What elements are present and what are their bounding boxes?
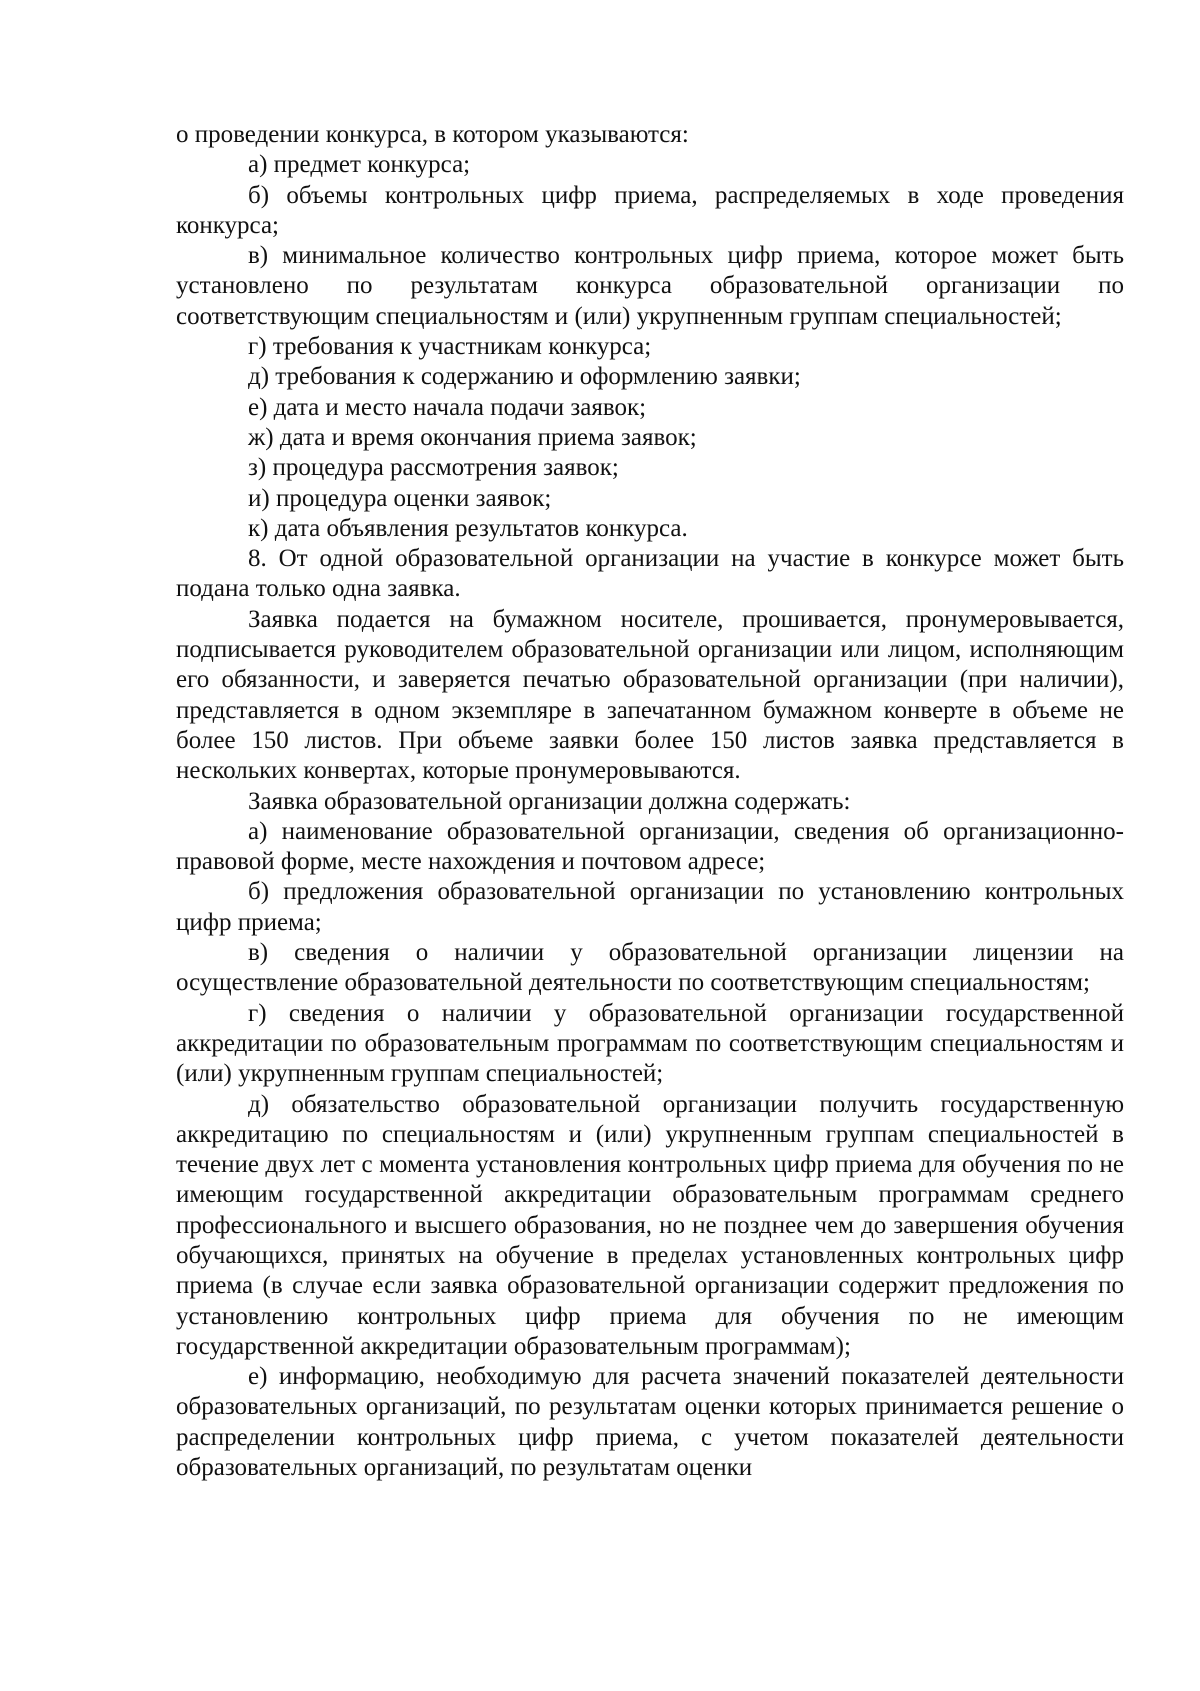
- list-item-i: и) процедура оценки заявок;: [248, 484, 552, 512]
- list-item-k: к) дата объявления результатов конкурса.: [248, 514, 688, 542]
- contents-item-g: г) сведения о наличии у образовательной организации государственной аккредитации по образовательным программам по соответствующим специальностям и (или) укрупненным группам специальностей;: [176, 999, 1124, 1088]
- paragraph-application-contents: Заявка образовательной организации должна содержать:: [248, 787, 851, 815]
- paragraph-intro: о проведении конкурса, в котором указываются:: [176, 121, 689, 148]
- list-item-v: в) минимальное количество контрольных цифр приема, которое может быть установлено по результатам конкурса образовательной организации по соответствующим специальностям и (или) укрупненным группам специальностей;: [176, 242, 1124, 330]
- list-item-b: б) объемы контрольных цифр приема, распределяемых в ходе проведения конкурса;: [176, 181, 1124, 239]
- paragraph-8: 8. От одной образовательной организации на участие в конкурсе может быть подана только одна заявка.: [176, 545, 1124, 603]
- contents-item-v: в) сведения о наличии у образовательной организации лицензии на осуществление образовательной деятельности по соответствующим специальностям;: [176, 939, 1124, 997]
- list-item-zh: ж) дата и время окончания приема заявок;: [248, 423, 697, 451]
- list-item-e: е) дата и место начала подачи заявок;: [248, 393, 647, 421]
- contents-item-e: е) информацию, необходимую для расчета значений показателей деятельности образовательных организаций, по результатам оценки которых принимается решение о распределении контрольных цифр приема, с учетом показателей деятельности образовательных организаций, по результатам оценки: [176, 1363, 1124, 1482]
- list-item-d: д) требования к содержанию и оформлению заявки;: [248, 363, 801, 391]
- contents-item-d: д) обязательство образовательной организации получить государственную аккредитацию по специальностям и (или) укрупненным группам специальностей в течение двух лет с момента установления контрольных цифр приема для обучения по не имеющим государственной аккредитации образовательным программам среднего профессионального и высшего образования, но не позднее чем до завершения обучения обучающихся, принятых на обучение в пределах установленных контрольных цифр приема (в случае если заявка образовательной организации содержит предложения по установлению контрольных цифр приема для обучения по не имеющим государственной аккредитации образовательным программам);: [176, 1090, 1124, 1360]
- contents-item-b: б) предложения образовательной организации по установлению контрольных цифр приема;: [176, 878, 1124, 936]
- paragraph-application-submission: Заявка подается на бумажном носителе, прошивается, пронумеровывается, подписывается руководителем образовательной организации или лицом, исполняющим его обязанности, и заверяется печатью образовательной организации (при наличии), представляется в одном экземпляре в запечатанном бумажном конверте в объеме не более 150 листов. При объеме заявки более 150 листов заявка представляется в нескольких конвертах, которые пронумеровываются.: [176, 605, 1124, 785]
- list-item-z: з) процедура рассмотрения заявок;: [248, 454, 619, 482]
- list-item-g: г) требования к участникам конкурса;: [248, 333, 652, 361]
- list-item-a: а) предмет конкурса;: [248, 151, 471, 179]
- document-body: [176, 120, 1124, 1483]
- contents-item-a: а) наименование образовательной организации, сведения об организационно-правовой форме, месте нахождения и почтовом адресе;: [176, 817, 1124, 876]
